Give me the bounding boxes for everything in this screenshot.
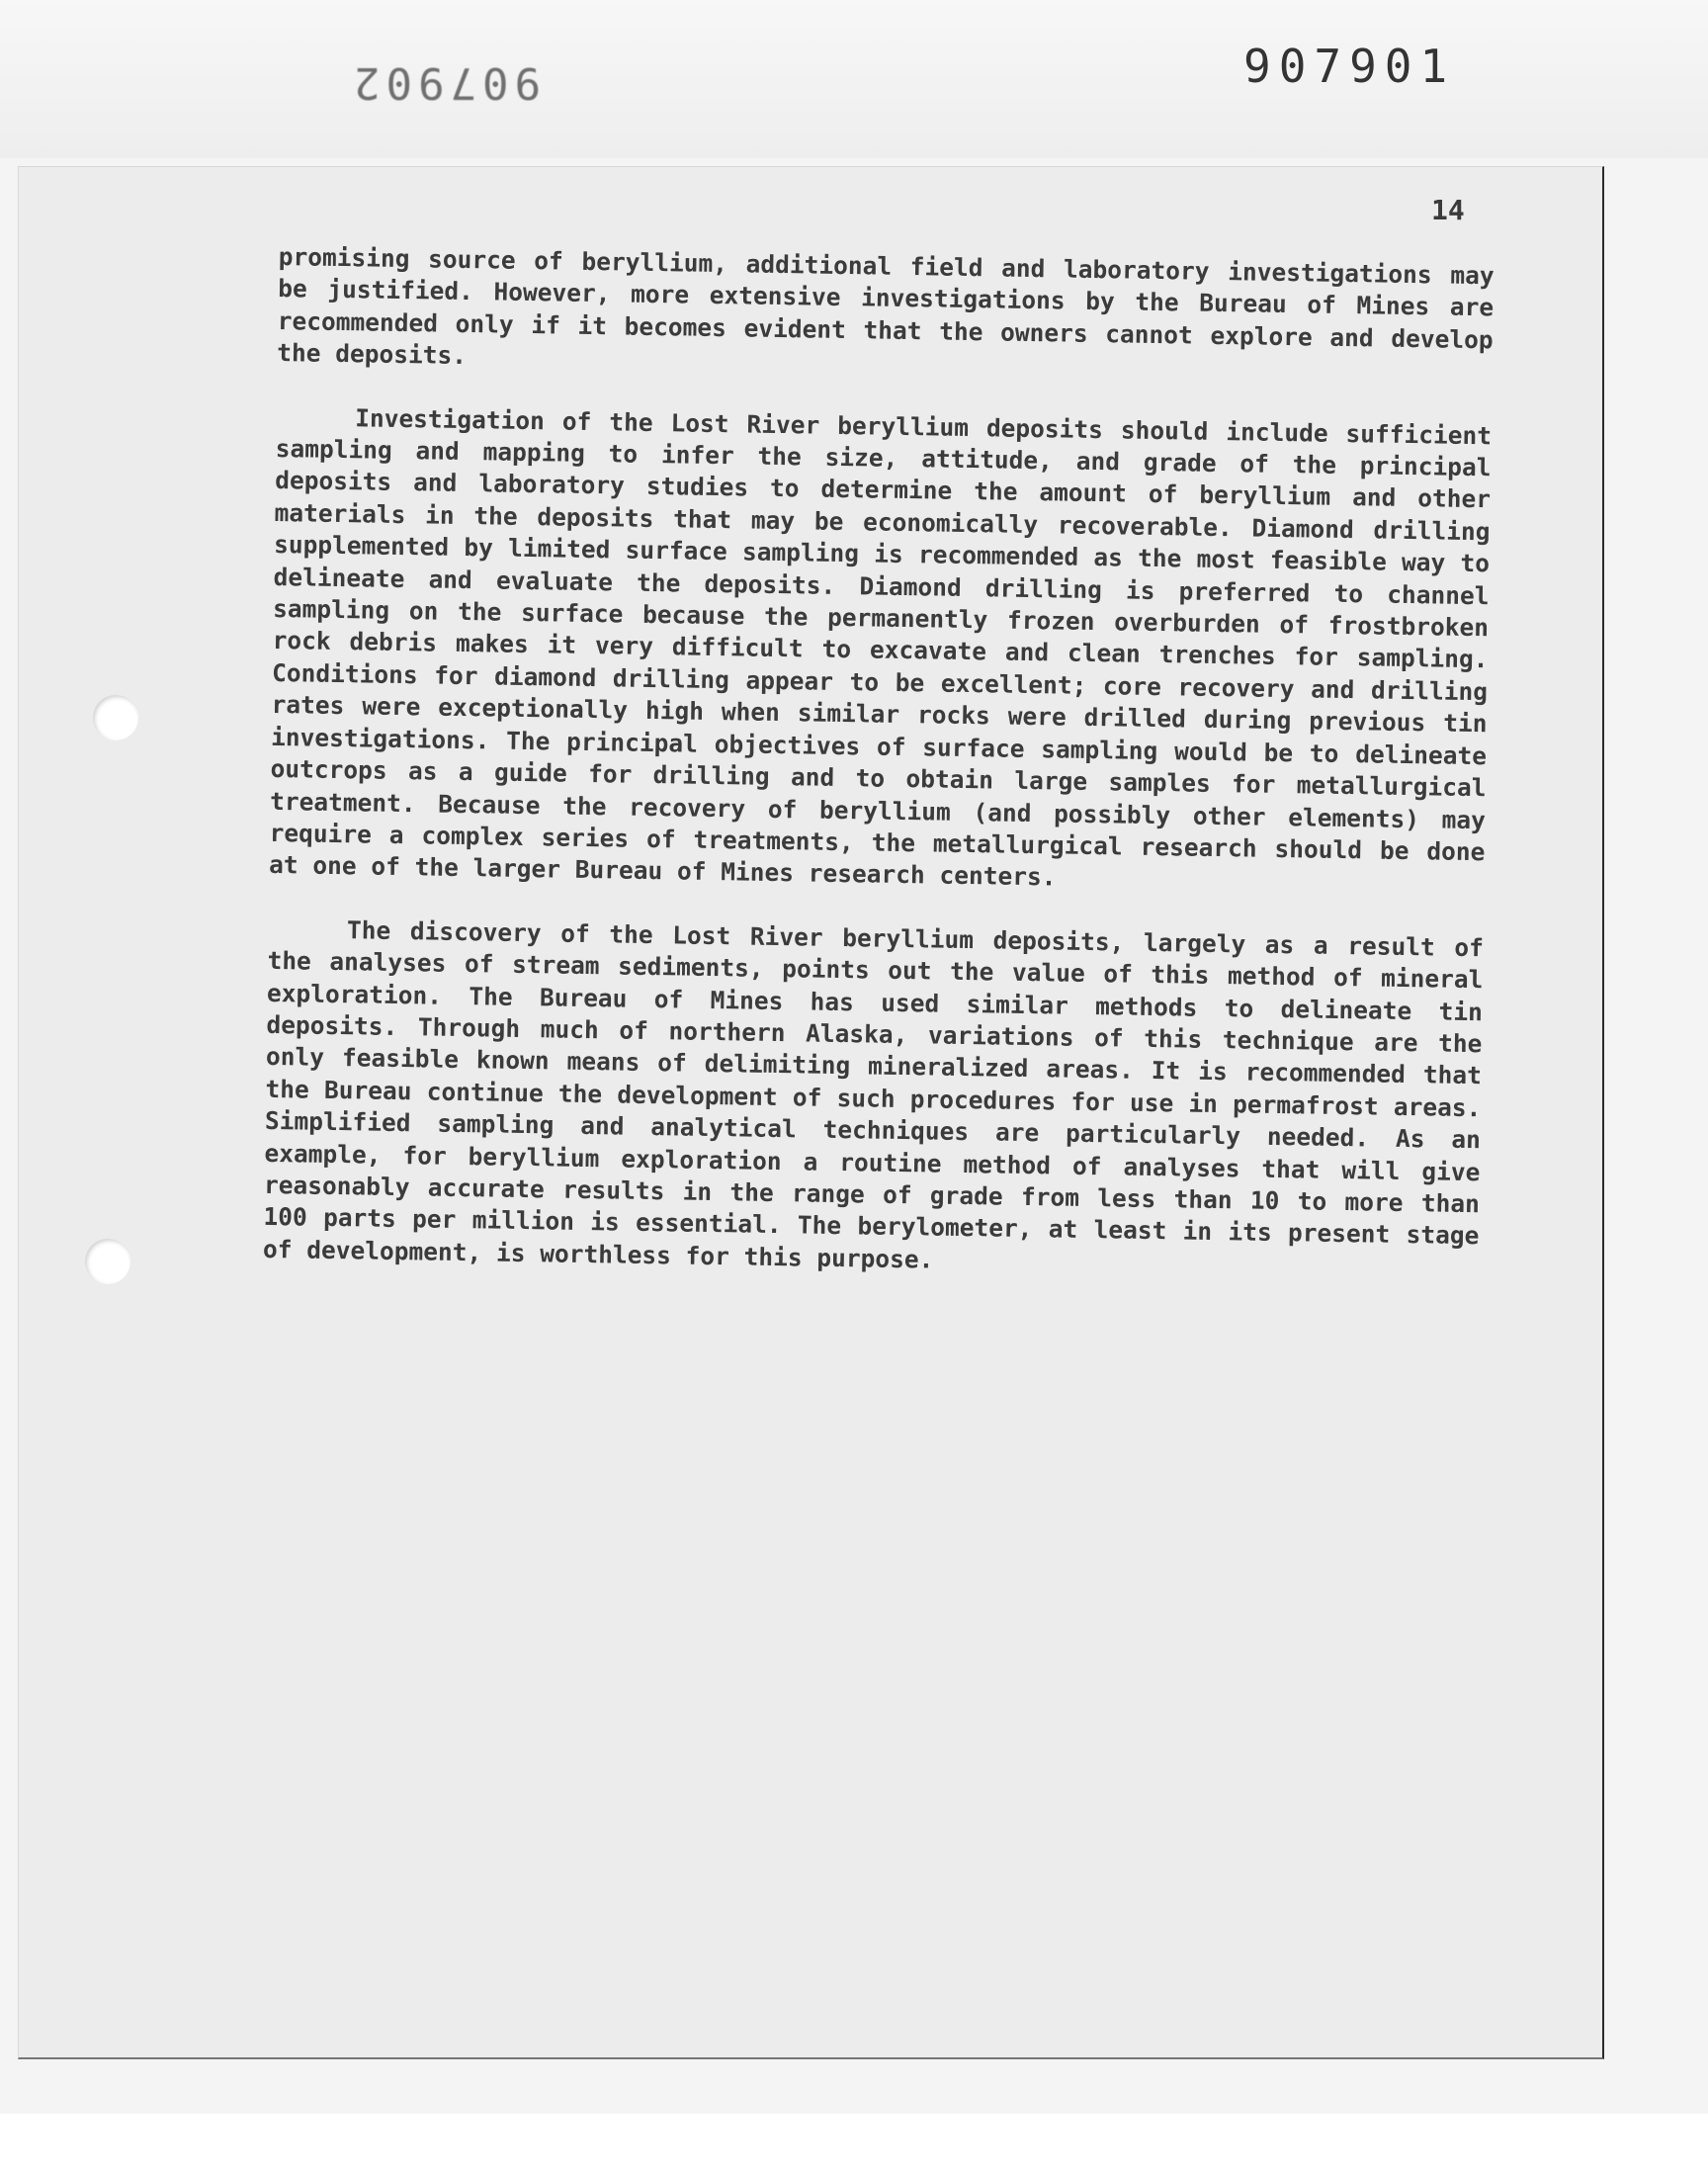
document-control-number: 907901: [1243, 40, 1456, 93]
hole-punch-lower: [85, 1239, 130, 1284]
paragraph-discovery: The discovery of the Lost River beryllium deposits, largely as a result of the analyses of stream sediments, points out the value of this method of mineral exploration. The Bureau of Mines has used similar methods to delineate tin deposits. Through much of northern Alaska, variations of this technique are the only feasible known means of delimiting mineralized areas. It is recommended that the Bureau continue the development of such procedures for use in permafrost areas. Simplified sampling and analytical techniques are particularly needed. As an example, for beryllium exploration a routine method of analyses that will give reasonably accurate results in the range of grade from less than 10 to more than 100 parts per million is essential. The berylometer, at least in its present stage of development, is worthless for this purpose.: [262, 914, 1485, 1274]
mirrored-bleed-through-stamp: 907902: [348, 57, 541, 108]
paragraph-investigation: Investigation of the Lost River beryllium deposits should include sufficient sampling and mapping to infer the size, attitude, and grade of the principal deposits and laboratory studies to determine the amount of beryllium and other materials in the deposits that may be economically recoverable. Diamond drilling supplemented by limited surface sampling is recommended as the most feasible way to delineate and evaluate the deposits. Diamond drilling is preferred to channel sampling on the surface because the permanently frozen overburden of frostbroken rock debris makes it very difficult to excavate and clean trenches for sampling. Conditions for diamond drilling appear to be excellent; core recovery and drilling rates were exceptionally high when similar rocks were drilled during previous tin investigations. The principal objectives of surface sampling would be to delineate outcrops as a guide for drilling and to obtain large samples for metallurgical treatment. Because the recovery of beryllium (and possibly other elements) may require a complex series of treatments, the metallurgical research should be done at one of the larger Bureau of Mines research centers.: [268, 402, 1493, 892]
paragraph-continuation: promising source of beryllium, additional field and laboratory investigations may be justified. However, more extensive investigations by the Bureau of Mines are recommended only if it becomes evident that the owners cannot explore and develop the deposits.: [277, 241, 1494, 371]
body-text: [262, 241, 1494, 1316]
hole-punch-upper: [93, 695, 138, 740]
page-number: 14: [1431, 194, 1465, 226]
